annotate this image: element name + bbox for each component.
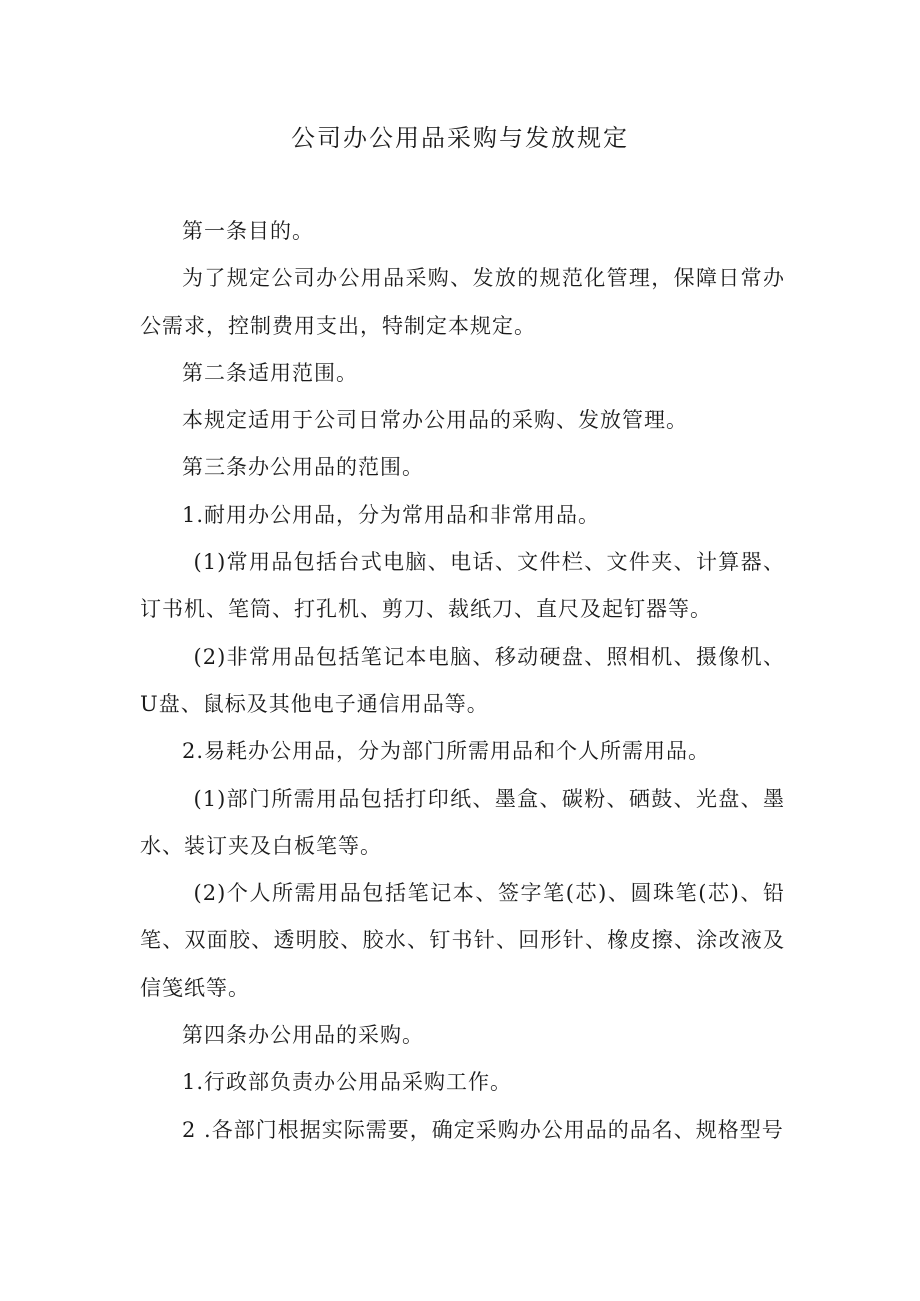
paragraph-art3-item1: 1.耐用办公用品，分为常用品和非常用品。 xyxy=(182,502,601,527)
paragraph-art3-item1-sub1: (1)常用品包括台式电脑、电话、文件栏、文件夹、计算器、订书机、笔筒、打孔机、剪刀、裁纸刀、直尺及起钉器等。 xyxy=(140,550,785,622)
paragraph-art3-item1-sub2: (2)非常用品包括笔记本电脑、移动硬盘、照相机、摄像机、U盘、鼠标及其他电子通信用品等。 xyxy=(140,644,785,716)
paragraph-art4-item1: 1.行政部负责办公用品采购工作。 xyxy=(182,1070,513,1095)
paragraph-art3-item2: 2.易耗办公用品，分为部门所需用品和个人所需用品。 xyxy=(182,739,711,764)
document-body xyxy=(140,208,785,1154)
paragraph-art3-item2-sub2: (2)个人所需用品包括笔记本、签字笔(芯)、圆珠笔(芯)、铅笔、双面胶、透明胶、胶水、钉书针、回形针、橡皮擦、涂改液及信笺纸等。 xyxy=(140,881,785,1000)
paragraph-art2-body: 本规定适用于公司日常办公用品的采购、发放管理。 xyxy=(182,408,688,433)
paragraph-art3-item2-sub1: (1)部门所需用品包括打印纸、墨盒、碳粉、硒鼓、光盘、墨水、装订夹及白板笔等。 xyxy=(140,786,785,858)
document-title: 公司办公用品采购与发放规定 xyxy=(291,124,629,152)
paragraph-art4-heading: 第四条办公用品的采购。 xyxy=(182,1023,424,1048)
paragraph-art3-heading: 第三条办公用品的范围。 xyxy=(182,455,424,480)
paragraph-art1-heading: 第一条目的。 xyxy=(182,219,314,243)
paragraph-art1-body: 为了规定公司办公用品采购、发放的规范化管理，保障日常办公需求，控制费用支出，特制定本规定。 xyxy=(140,266,785,338)
paragraph-art4-item2: 2 .各部门根据实际需要，确定采购办公用品的品名、规格型号 xyxy=(182,1117,784,1142)
paragraph-art2-heading: 第二条适用范围。 xyxy=(182,360,358,385)
